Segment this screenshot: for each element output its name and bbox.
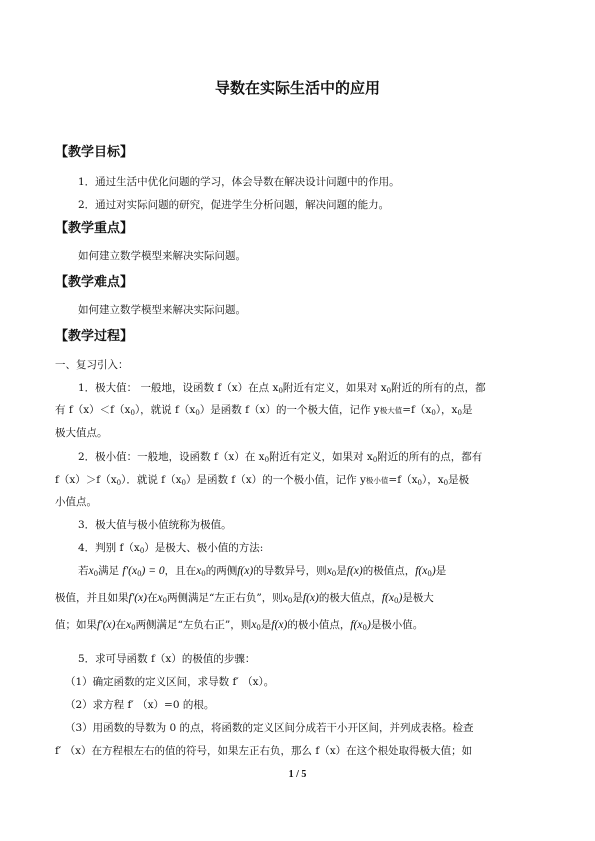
max-def-line-3: 极大值点。 xyxy=(55,427,108,439)
extremum-test-line-2: 极值，并且如果f′(x)在$x_0$两侧满足“左正右负”，则$x_0$是f(x)的极大值点，$f(x_0)$是极大 xyxy=(55,592,434,605)
step-3-line-2: f′ （x）在方程根左右的值的符号，如果左正右负，那么 f（x）在这个根处取得极大值；如 xyxy=(55,745,473,757)
step-1: （1）确定函数的定义区间，求导数 f′ （x）。 xyxy=(65,676,275,688)
max-def-line-2: 有 $f(x)<f(x_0)$，就说 $f(x_0)$是函数 f（x）的一个极大值，记作 y极大值$=f(x_0)$，$x_0$是 xyxy=(55,404,473,417)
section-heading-difficulty: 【教学难点】 xyxy=(55,275,134,290)
page-title: 导数在实际生活中的应用 xyxy=(214,79,380,97)
steps-heading: 5．求可导函数 f（x）的极值的步骤： xyxy=(78,653,256,665)
step-2: （2）求方程 f′ （x）=0 的根。 xyxy=(65,699,215,711)
min-def-line-3: 小值点。 xyxy=(55,496,97,508)
min-def-line-1: 2．极小值：一般地，设函数 f（x）在 $x_0$附近有定义，如果对 $x_0$附近的所有的点，都有 xyxy=(78,451,483,464)
process-intro: 一、复习引入： xyxy=(55,359,129,371)
extremum-test-heading: 4．判别 $f(x_0)$是极大、极小值的方法: xyxy=(78,542,264,555)
extremum-test-line-3: 值；如果f′(x)在$x_0$两侧满足“左负右正”，则$x_0$是f(x)的极小值点，$f(x_0)$是极小值。 xyxy=(55,619,424,632)
extremum-note: 3．极大值与极小值统称为极值。 xyxy=(78,519,232,531)
goal-item-2: 2．通过对实际问题的研究，促进学生分析问题，解决问题的能力。 xyxy=(78,199,390,211)
section-heading-key: 【教学重点】 xyxy=(55,221,134,236)
goal-item-1: 1．通过生活中优化问题的学习，体会导数在解决设计问题中的作用。 xyxy=(78,176,400,188)
section-heading-goals: 【教学目标】 xyxy=(55,145,134,160)
page-number: 1 / 5 xyxy=(288,769,307,780)
difficulty-text: 如何建立数学模型来解决实际问题。 xyxy=(78,304,246,316)
min-def-line-2: $f(x)>f(x_0)$．就说 $f(x_0)$是函数 f（x）的一个极小值，记作 y极小值$=f(x_0)$，$x_0$是极 xyxy=(55,474,470,487)
section-heading-process: 【教学过程】 xyxy=(55,329,134,344)
max-def-line-1: 1．极大值： 一般地，设函数 f（x）在点 $x_0$附近有定义，如果对 $x_0$附近的所有的点，都 xyxy=(78,382,486,395)
step-3-line-1: （3）用函数的导数为 0 的点，将函数的定义区间分成若干小开区间，并列成表格。检查 xyxy=(65,722,474,734)
extremum-test-line-1: 若$x_0$满足 $f'(x_0) = 0$，且在$x_0$的两侧f(x)的导数异号，则$x_0$是f(x)的极值点，$f(x_0)$是 xyxy=(78,565,447,578)
key-point-text: 如何建立数学模型来解决实际问题。 xyxy=(78,250,246,262)
